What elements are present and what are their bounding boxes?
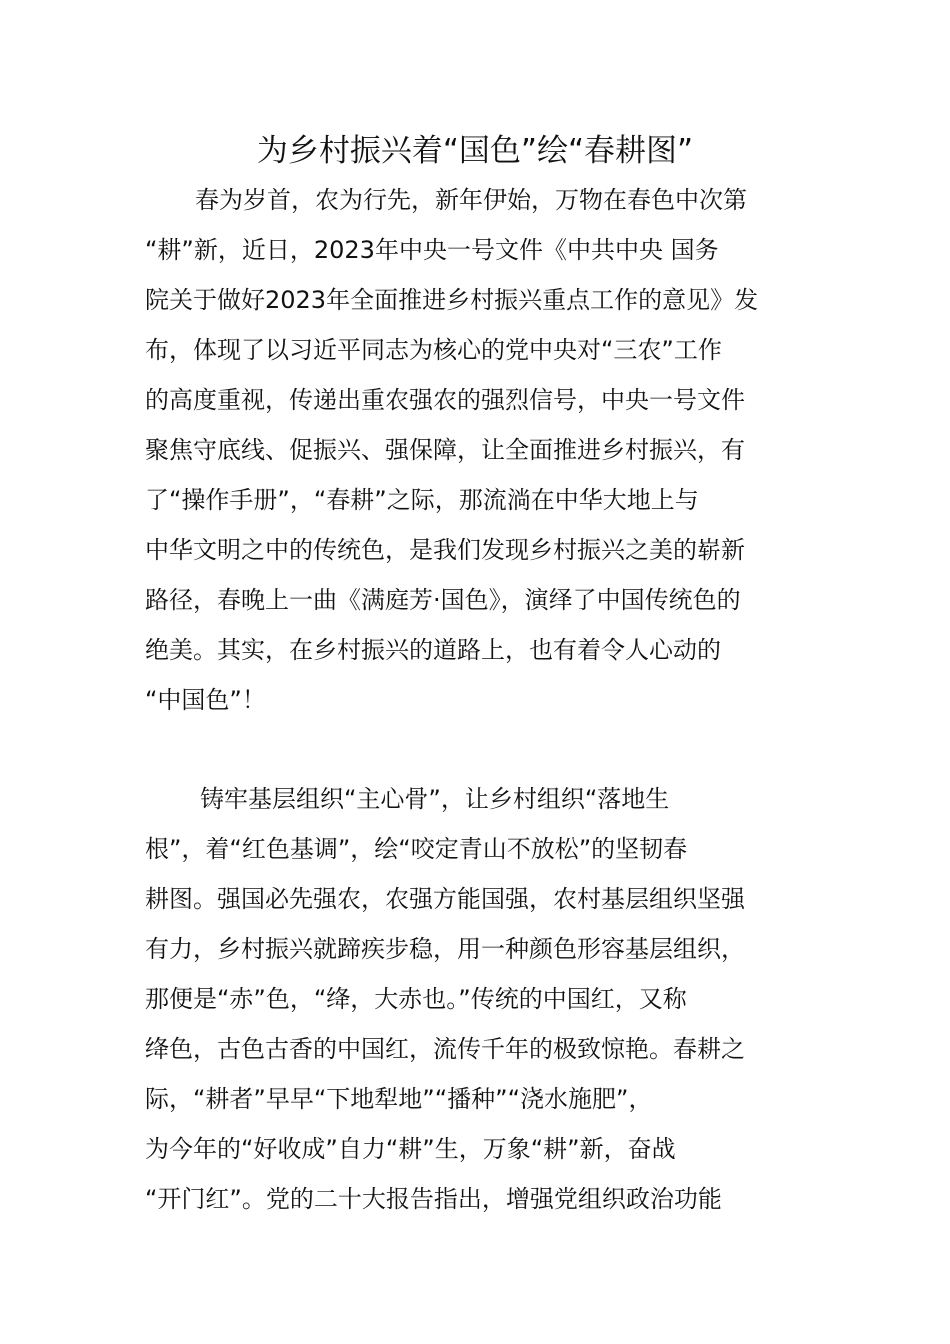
paragraph-line: 铸牢基层组织“主心骨”，让乡村组织“落地生 [200, 785, 670, 813]
paragraph-line: “耕”新，近日，2023年中央一号文件《中共中央 国务 [145, 236, 719, 264]
paragraph-line: “中国色”！ [145, 686, 266, 714]
paragraph-line: 有力，乡村振兴就蹄疾步稳，用一种颜色形容基层组织， [145, 935, 745, 963]
paragraph-line: 的高度重视，传递出重农强农的强烈信号，中央一号文件 [145, 386, 745, 414]
paragraph-line: 院关于做好2023年全面推进乡村振兴重点工作的意见》发 [145, 286, 759, 314]
paragraph-line: 绛色，古色古香的中国红，流传千年的极致惊艳。春耕之 [145, 1035, 745, 1063]
paragraph-line: 中华文明之中的传统色，是我们发现乡村振兴之美的崭新 [145, 536, 745, 564]
paragraph-line: 布，体现了以习近平同志为核心的党中央对“三农”工作 [145, 336, 722, 364]
paragraph-line: 那便是“赤”色，“绛，大赤也。”传统的中国红，又称 [145, 985, 687, 1013]
paragraph-line: 聚焦守底线、促振兴、强保障，让全面推进乡村振兴，有 [145, 436, 745, 464]
paragraph-line: 路径，春晚上一曲《满庭芳·国色》，演绎了中国传统色的 [145, 586, 741, 614]
paragraph-line: “开门红”。党的二十大报告指出，增强党组织政治功能 [145, 1185, 722, 1213]
paragraph-line: 绝美。其实，在乡村振兴的道路上，也有着令人心动的 [145, 636, 721, 664]
paragraph-line: 为今年的“好收成”自力“耕”生，万象“耕”新，奋战 [145, 1135, 676, 1163]
paragraph-line: 耕图。强国必先强农，农强方能国强，农村基层组织坚强 [145, 885, 745, 913]
paragraph-line: 根”，着“红色基调”，绘“咬定青山不放松”的坚韧春 [145, 835, 688, 863]
paragraph-line: 春为岁首，农为行先，新年伊始，万物在春色中次第 [195, 186, 747, 214]
paragraph-line: 际，“耕者”早早“下地犁地”“播种”“浇水施肥”， [145, 1085, 653, 1113]
paragraph-line: 了“操作手册”，“春耕”之际，那流淌在中华大地上与 [145, 486, 699, 514]
document-title: 为乡村振兴着“国色”绘“春耕图” [256, 133, 694, 169]
